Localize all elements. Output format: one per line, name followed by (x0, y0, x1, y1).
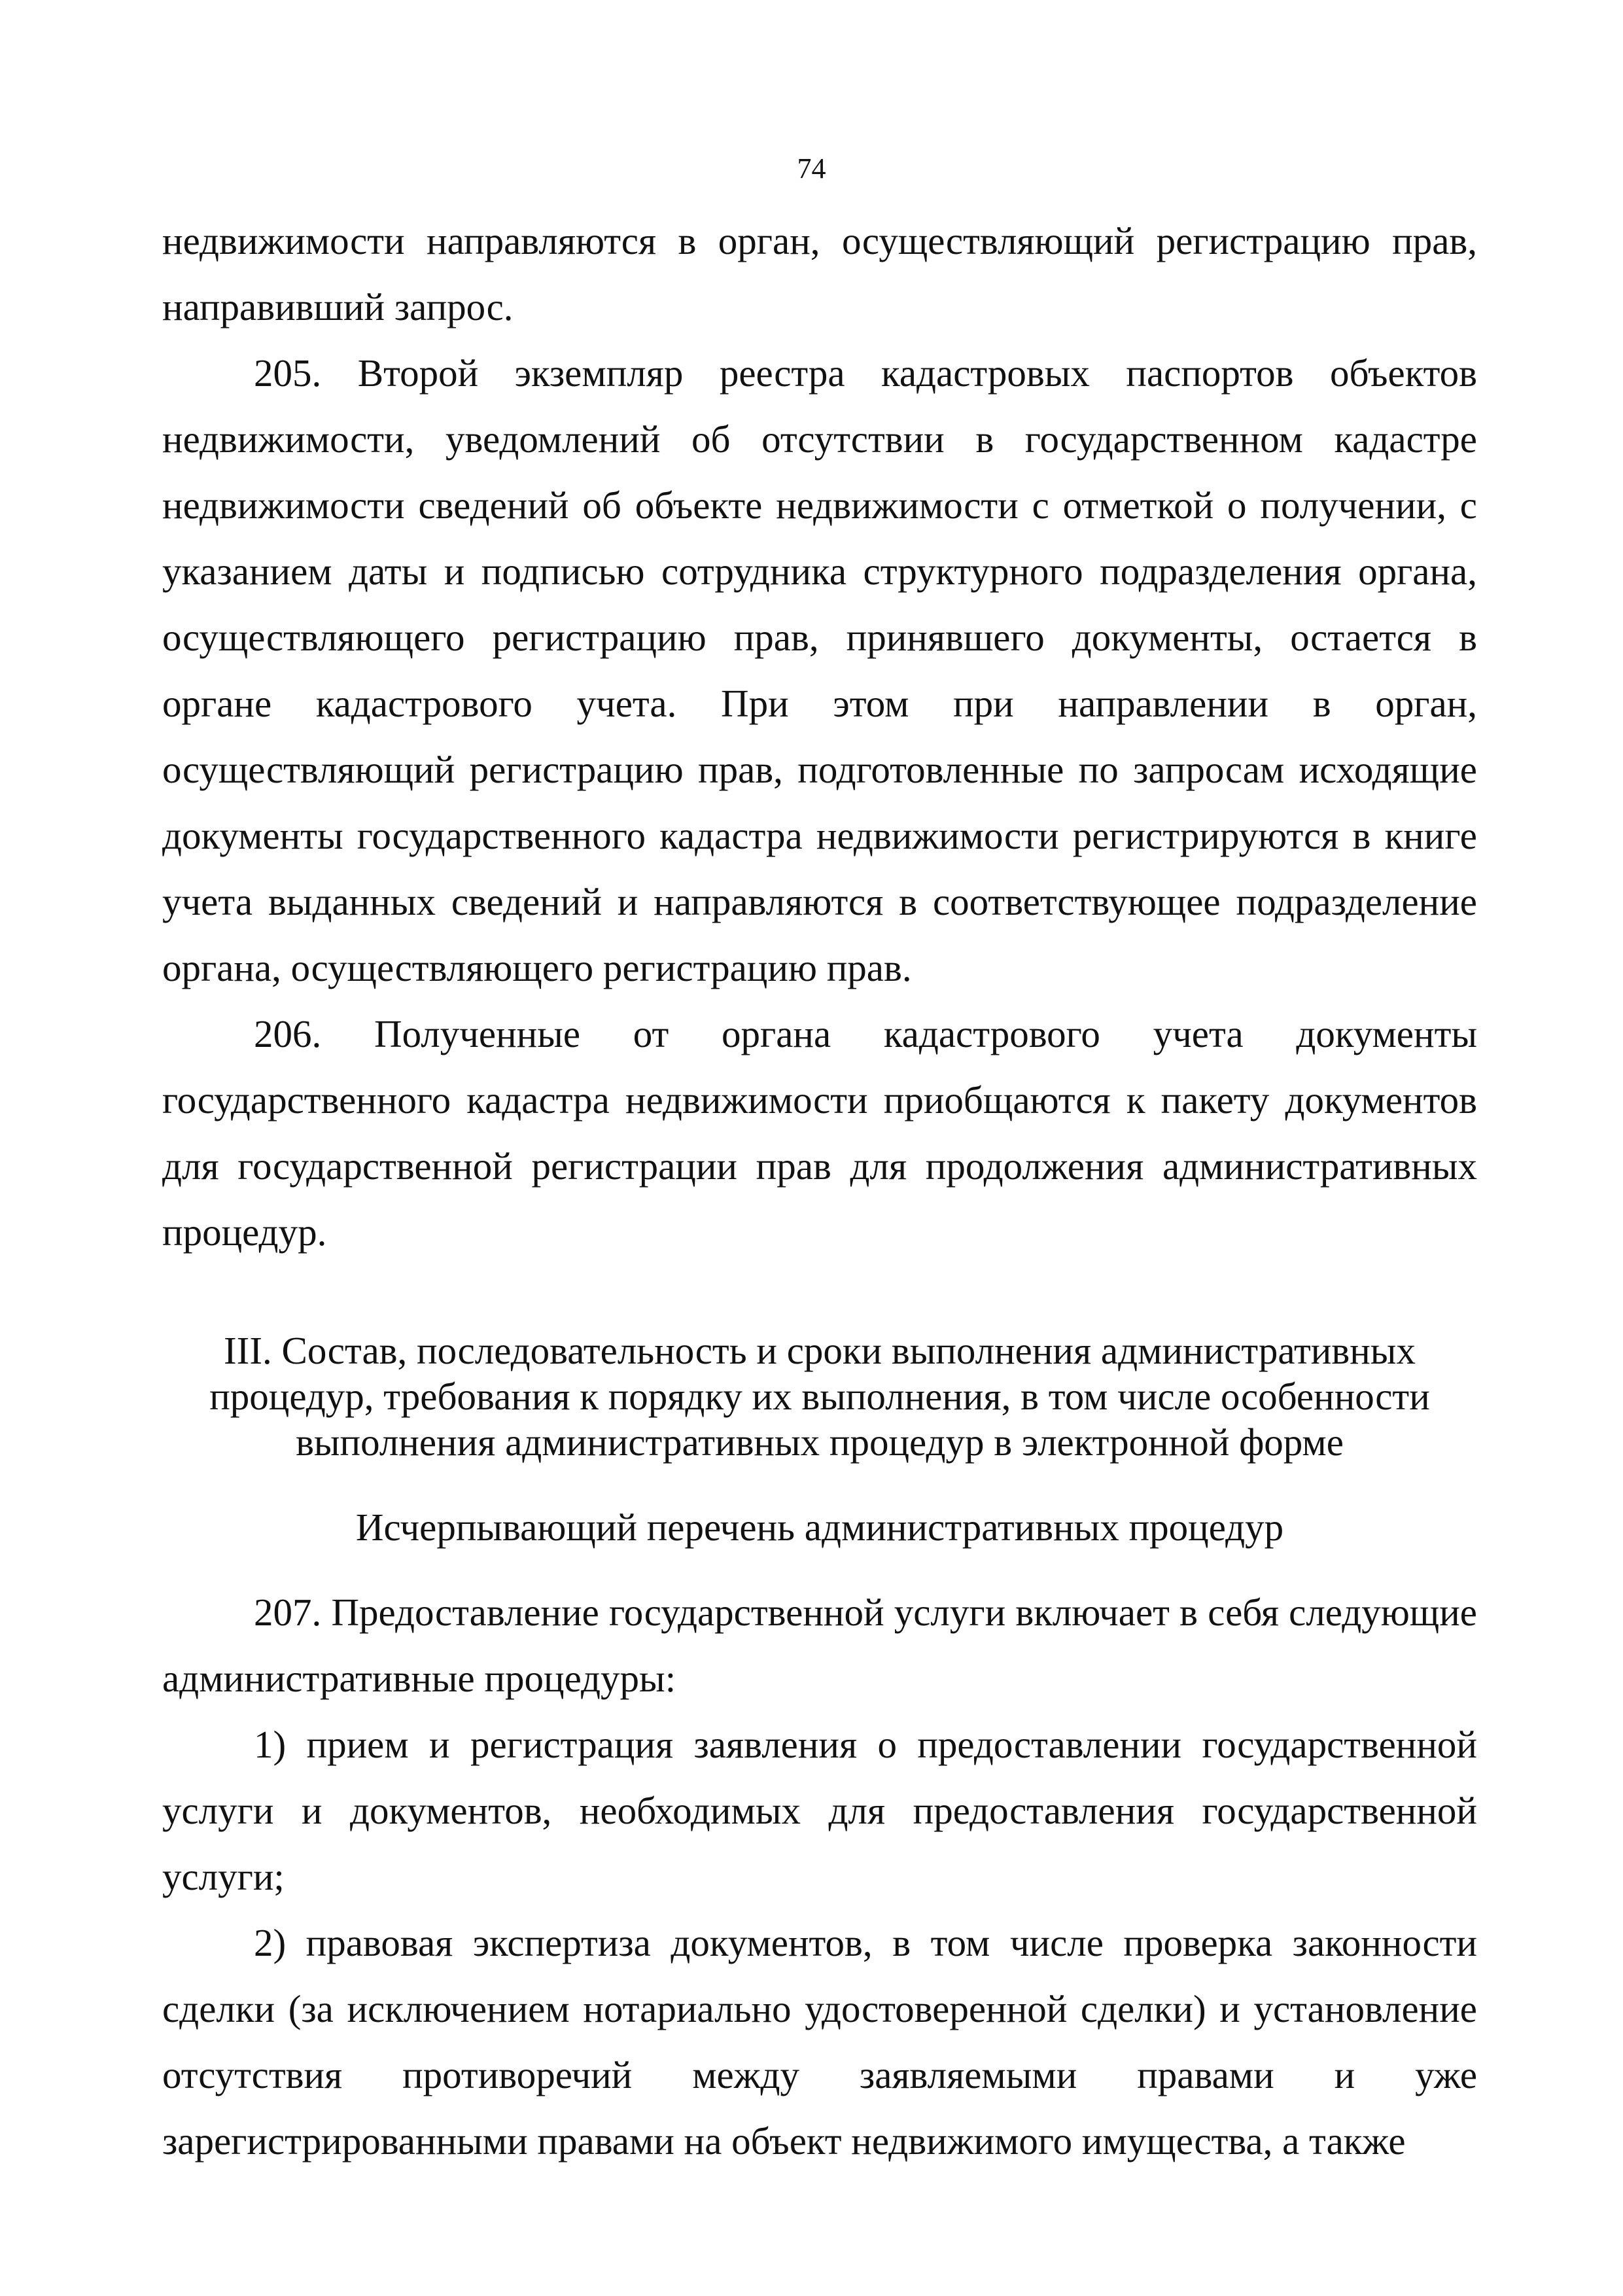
continuation-paragraph: недвижимости направляются в орган, осуществляющий регистрацию прав, направивший запрос. (162, 219, 1477, 328)
paragraph-206: 206. Полученные от органа кадастрового учета документы государственного кадастра недвижимости приобщаются к пакету документов для государственной регистрации прав для продолжения административных процедур. (162, 1012, 1477, 1254)
page-number: 74 (797, 152, 826, 185)
section-heading (162, 1265, 1477, 1465)
paragraph-205: 205. Второй экземпляр реестра кадастровых паспортов объектов недвижимости, уведомлений об отсутствии в государственном кадастре недвижимости сведений об объекте недвижимости с отметкой о получении, с указанием даты и подписью сотрудника структурного подразделения органа, осуществляющего регистрацию прав, принявшего документы, остается в органе кадастрового учета. При этом при направлении в орган, осуществляющий регистрацию прав, подготовленные по запросам исходящие документы государственного кадастра недвижимости регистрируются в книге учета выданных сведений и направляются в соответствующее подразделение органа, осуществляющего регистрацию прав. (162, 351, 1477, 989)
section-heading-line-3: выполнения административных процедур в электронной форме (296, 1421, 1344, 1464)
document-body (162, 208, 1477, 2174)
section-heading-line-2: процедур, требования к порядку их выполнения, в том числе особенности (209, 1375, 1430, 1418)
list-item-2: 2) правовая экспертиза документов, в том числе проверка законности сделки (за исключением нотариально удостоверенной сделки) и установление отсутствия противоречий между заявляемыми правами и уже зарегистрированными правами на объект недвижимого имущества, а также (162, 1921, 1477, 2163)
paragraph-207: 207. Предоставление государственной услуги включает в себя следующие административные процедуры: (162, 1591, 1477, 1700)
list-item-1: 1) прием и регистрация заявления о предоставлении государственной услуги и документов, необходимых для предоставления государственной услуги; (162, 1723, 1477, 1898)
sub-heading: Исчерпывающий перечень административных процедур (355, 1506, 1284, 1549)
section-heading-line-1: III. Состав, последовательность и сроки выполнения административных (224, 1329, 1416, 1372)
